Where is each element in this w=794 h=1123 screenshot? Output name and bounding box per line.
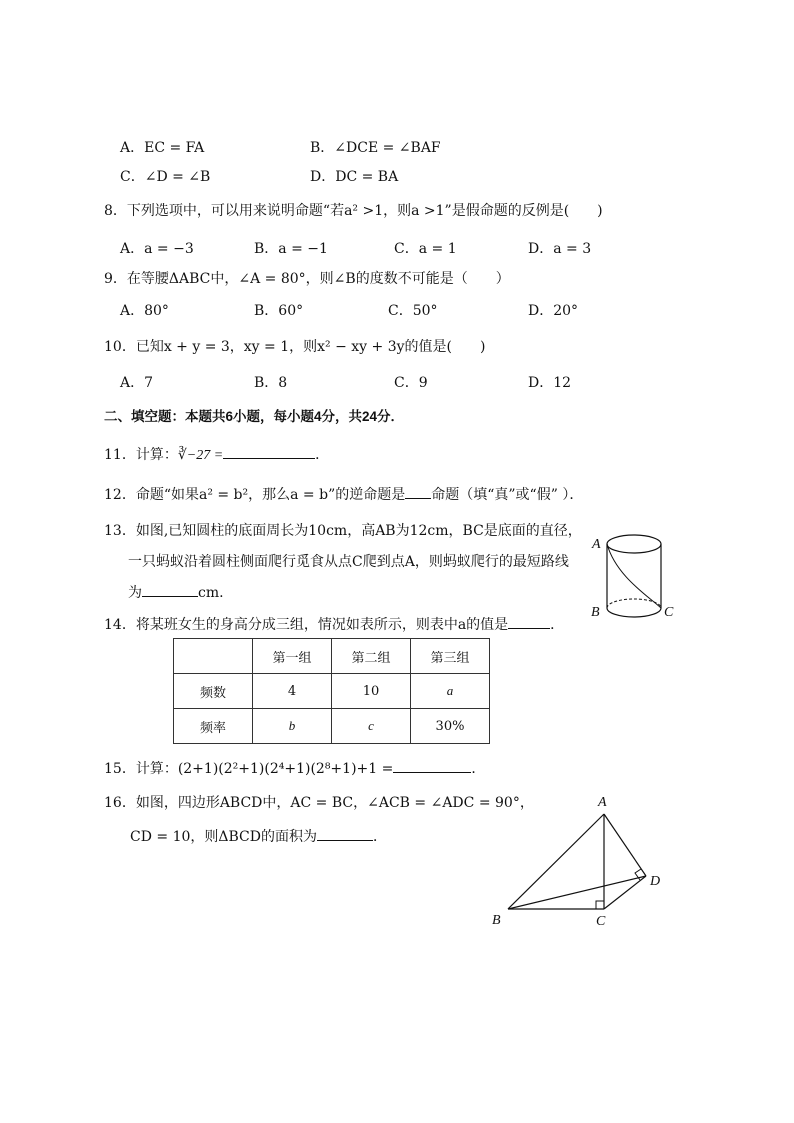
q9-option-a: A．80°: [120, 303, 169, 319]
q13-line3-prefix: 为: [128, 585, 142, 601]
frequency-table: [173, 638, 490, 744]
quadrilateral-figure: [486, 790, 676, 930]
cylinder-label-a: A: [592, 537, 601, 552]
q11-line: [104, 444, 329, 465]
cylinder-label-c: C: [664, 605, 674, 620]
q10-option-b: B．8: [254, 375, 288, 391]
q12-line: [104, 484, 583, 504]
q11-expression: ∛−27 =: [177, 448, 224, 463]
q7-option-b: B．∠DCE = ∠BAF: [310, 140, 441, 156]
cylinder-bottom-back: [607, 599, 661, 608]
q16-line-1: 16．如图，四边形ABCD中，AC = BC，∠ACB = ∠ADC = 90°，: [104, 795, 534, 811]
q14-line: [104, 614, 564, 634]
segment-ab: [508, 814, 604, 909]
q12-answer-blank[interactable]: [405, 484, 431, 499]
table-header-cell: [174, 639, 253, 674]
q16-line2-prefix: CD = 10，则ΔBCD的面积为: [130, 829, 317, 845]
q7-option-d: D．DC = BA: [310, 169, 399, 185]
q12-text: 12．命题“如果a² = b²，那么a = b”的逆命题是: [104, 487, 406, 503]
cylinder-figure: [588, 528, 680, 624]
q9-option-d: D．20°: [528, 303, 579, 319]
table-row: [174, 674, 490, 709]
q13-answer-blank[interactable]: [142, 582, 198, 597]
vertex-label-b: B: [492, 913, 501, 928]
cylinder-label-b: B: [591, 605, 600, 620]
q10-option-c: C．9: [394, 375, 428, 391]
q8-option-a: A．a = −3: [120, 241, 194, 257]
section-2-title: 二、填空题：本题共6小题，每小题4分，共24分．: [104, 409, 405, 424]
table-cell: 频率: [174, 709, 253, 744]
table-cell: 10: [332, 674, 411, 709]
vertex-label-c: C: [596, 914, 606, 929]
q16-answer-blank[interactable]: [317, 826, 373, 841]
q15-suffix: ．: [471, 761, 486, 777]
q14-answer-blank[interactable]: [508, 614, 550, 629]
table-header-cell: 第一组: [253, 639, 332, 674]
q8-stem: 8．下列选项中，可以用来说明命题“若a² >1，则a >1”是假命题的反例是( ): [104, 203, 603, 219]
q13-line-2: 一只蚂蚁沿着圆柱侧面爬行觅食从点C爬到点A，则蚂蚁爬行的最短路线: [128, 554, 569, 570]
q15-line: [104, 758, 485, 778]
table-cell: b: [253, 709, 332, 744]
q7-option-c: C．∠D = ∠B: [120, 169, 211, 185]
table-header-cell: 第三组: [411, 639, 490, 674]
q10-option-a: A．7: [120, 375, 154, 391]
q9-option-b: B．60°: [254, 303, 304, 319]
segment-ad: [604, 814, 646, 876]
vertex-label-a: A: [598, 795, 607, 810]
cylinder-top-ellipse: [607, 535, 661, 553]
table-cell: a: [411, 674, 490, 709]
q16-line2-suffix: ．: [372, 829, 387, 845]
q13-line-3: [128, 582, 224, 602]
table-header-cell: 第二组: [332, 639, 411, 674]
q11-suffix: ．: [315, 447, 330, 463]
q11-prefix: 11．计算：: [104, 447, 178, 463]
q13-line3-suffix: cm.: [198, 585, 224, 601]
table-cell: 30%: [411, 709, 490, 744]
cylinder-bottom-front: [607, 608, 661, 617]
q8-option-c: C．a = 1: [394, 241, 457, 257]
table-cell: 频数: [174, 674, 253, 709]
q15-text: 15．计算：(2+1)(2²+1)(2⁴+1)(2⁸+1)+1 =: [104, 761, 394, 777]
q10-option-d: D．12: [528, 375, 572, 391]
table-cell: 4: [253, 674, 332, 709]
q9-stem: 9．在等腰ΔABC中，∠A = 80°，则∠B的度数不可能是（ ）: [104, 271, 510, 287]
q14-text: 14．将某班女生的身高分成三组，情况如表所示，则表中a的值是: [104, 617, 509, 633]
table-row: [174, 709, 490, 744]
q7-option-a: A．EC = FA: [120, 140, 205, 156]
q15-answer-blank[interactable]: [393, 758, 471, 773]
q8-option-d: D．a = 3: [528, 241, 592, 257]
vertex-label-d: D: [650, 874, 661, 889]
q16-line-2: [130, 826, 387, 846]
q11-answer-blank[interactable]: [223, 444, 315, 459]
table-cell: c: [332, 709, 411, 744]
q9-option-c: C．50°: [388, 303, 438, 319]
q14-suffix: ．: [550, 617, 565, 633]
q12-suffix: 命题（填“真”或“假” ）．: [431, 487, 584, 503]
right-angle-c-mark: [596, 901, 604, 909]
q13-line-1: 13．如图,已知圆柱的底面周长为10cm，高AB为12cm，BC是底面的直径，: [104, 523, 582, 539]
q10-stem: 10．已知x + y = 3，xy = 1，则x² − xy + 3y的值是( ): [104, 339, 486, 355]
table-header-row: [174, 639, 490, 674]
q8-option-b: B．a = −1: [254, 241, 328, 257]
